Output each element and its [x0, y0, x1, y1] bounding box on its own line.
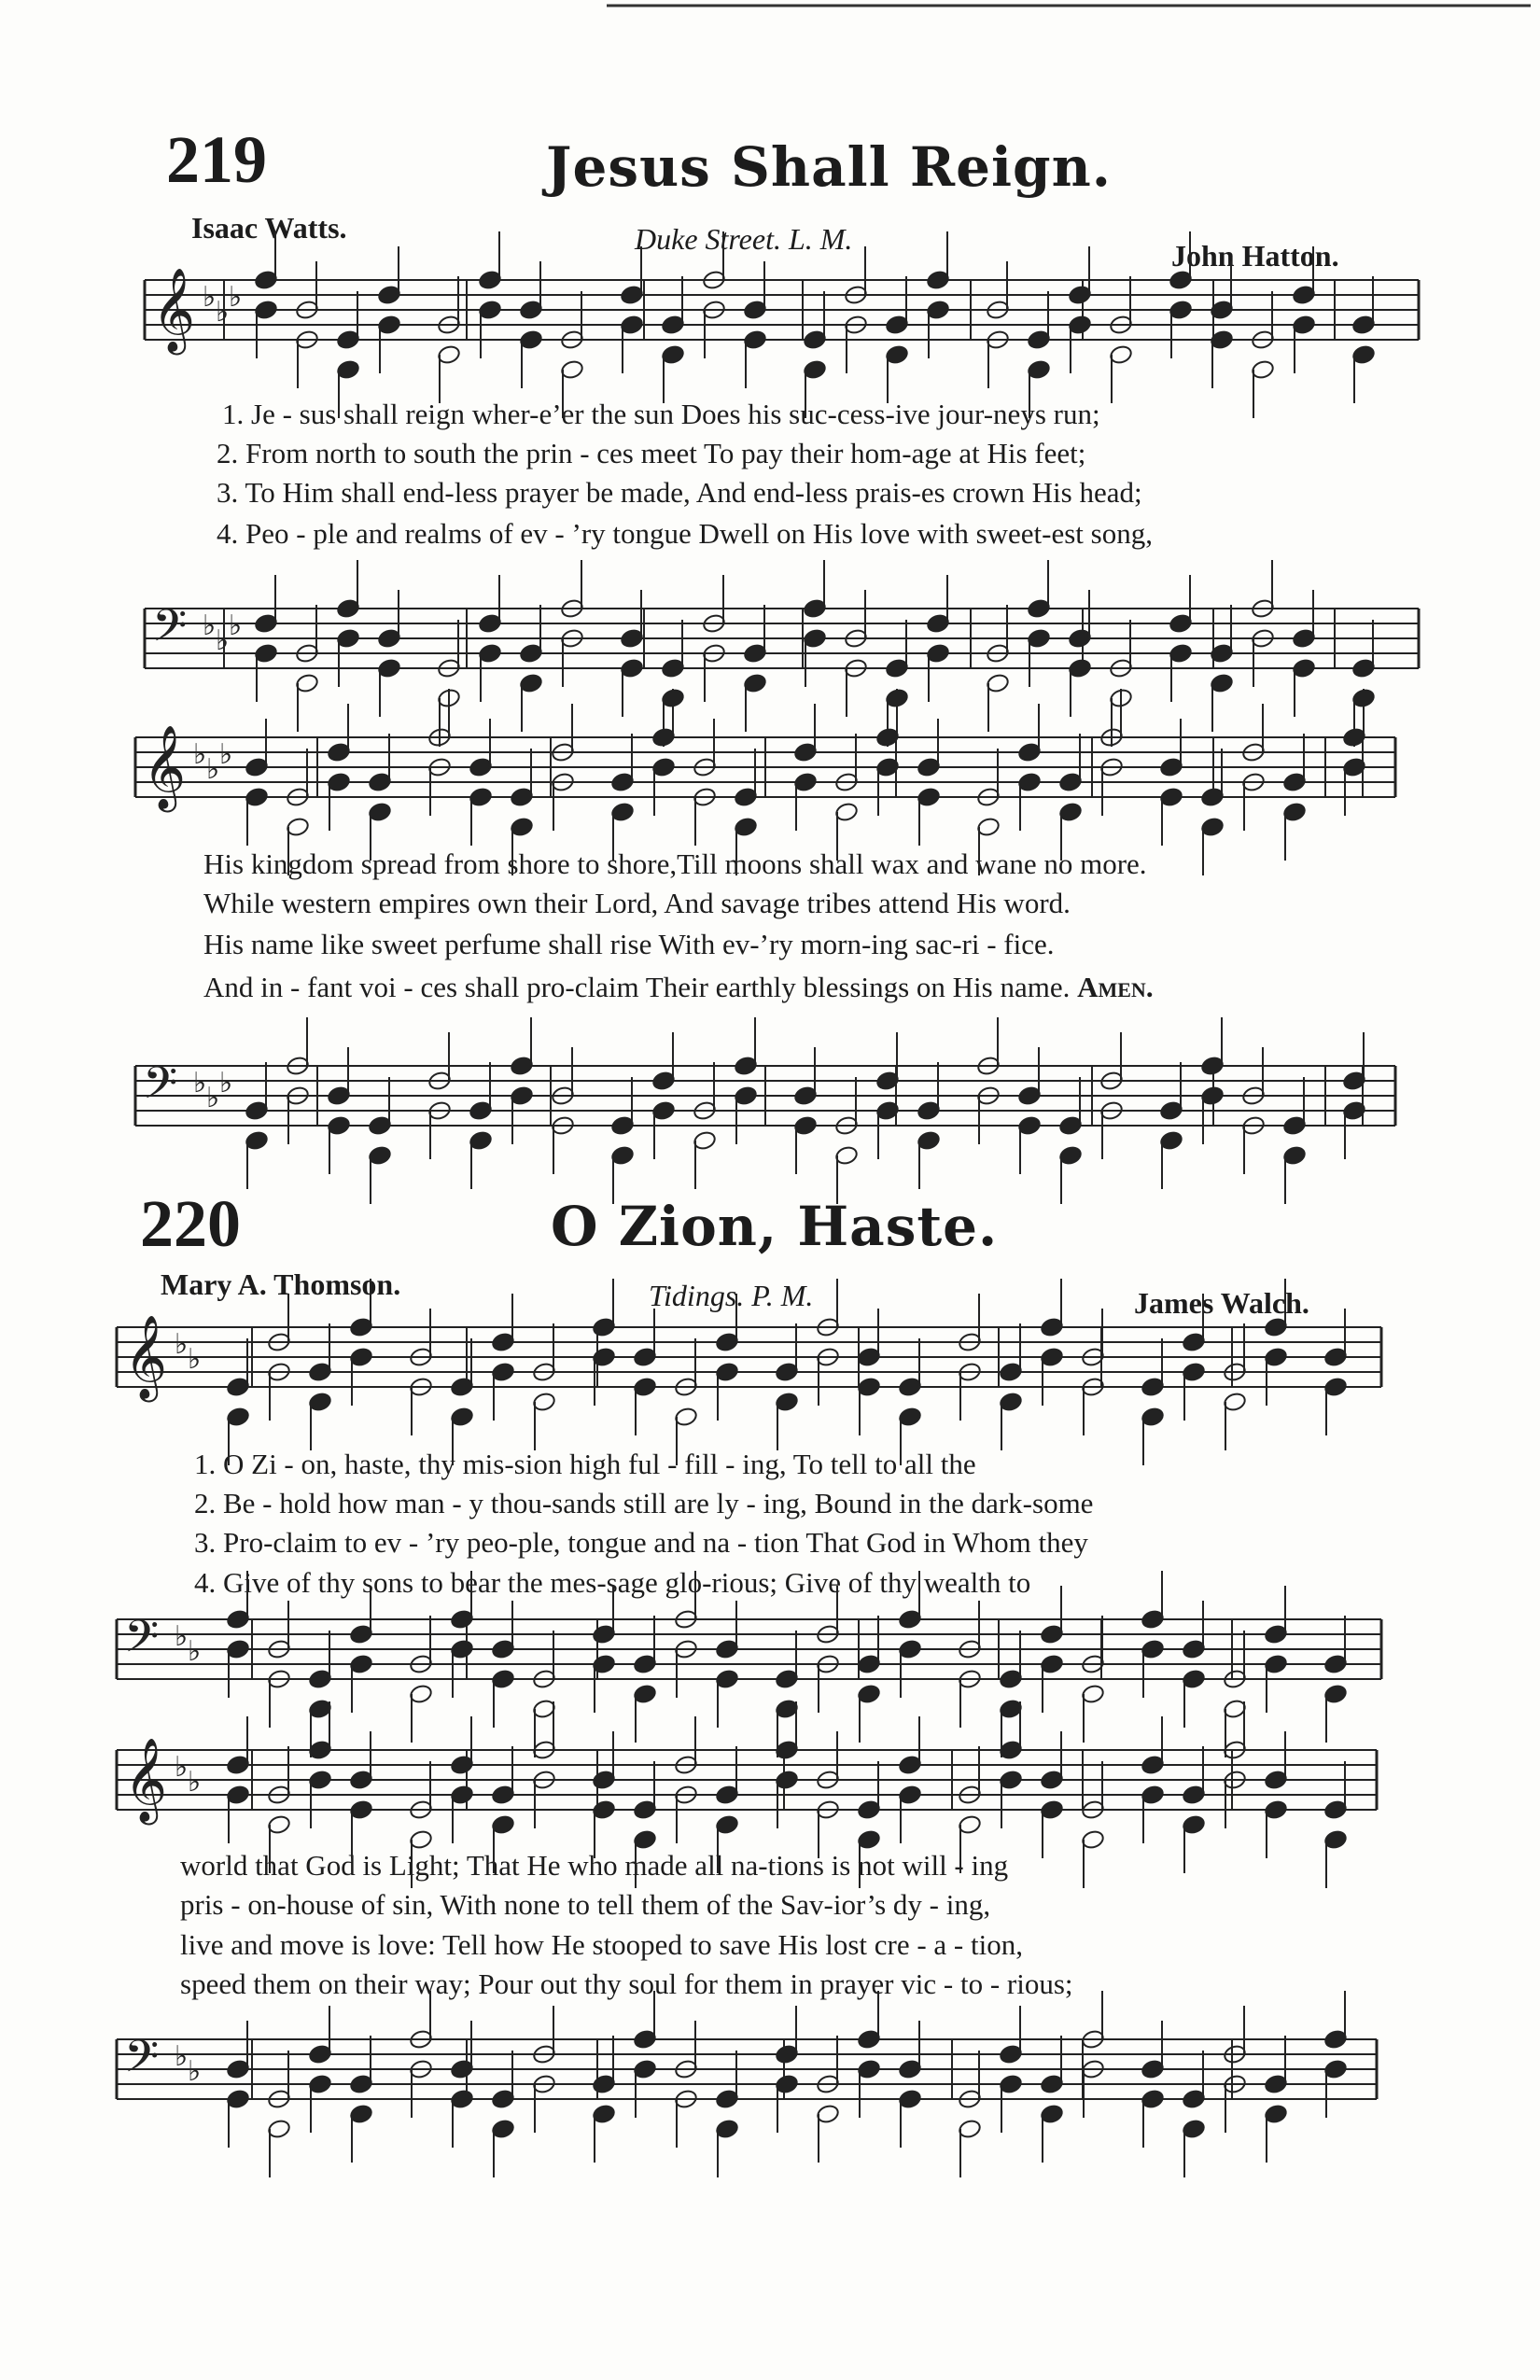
flat-sign-icon: ♭ [206, 753, 220, 786]
flat-sign-icon: ♭ [203, 609, 217, 642]
lyric-line: 4. Peo - ple and realms of ev - ’ry tongue Dwell on His love with sweet-est song, [217, 517, 1153, 550]
flat-sign-icon: ♭ [175, 1620, 189, 1653]
lyric-line: 3. Pro-claim to ev - ’ry peo-ple, tongue and na - tion That God in Whom they [194, 1526, 1088, 1559]
bass-clef-icon: 𝄢 [152, 599, 188, 663]
lyric-line: pris - on-house of sin, With none to tell them of the Sav-ior’s dy - ing, [180, 1888, 991, 1921]
flat-sign-icon: ♭ [175, 2040, 189, 2073]
lyric-text: And in - fant voi - ces shall pro-claim Their earthly blessings on His name. [203, 971, 1071, 1003]
treble-clef-icon: 𝄞 [124, 1315, 168, 1399]
flat-sign-icon: ♭ [188, 2055, 202, 2088]
lyric-line: His kingdom spread from shore to shore,Till moons shall wax and wane no more. [203, 847, 1147, 880]
lyric-line: 3. To Him shall end-less prayer be made, And end-less prais-es crown His head; [217, 476, 1142, 509]
flat-sign-icon: ♭ [193, 738, 207, 771]
treble-clef-icon: 𝄞 [124, 1738, 168, 1822]
hymn-number: 220 [140, 1186, 241, 1261]
lyric-line: 4. Give of thy sons to bear the mes-sage glo-rious; Give of thy wealth to [194, 1566, 1031, 1599]
hymn-composer: James Walch. [1134, 1286, 1309, 1320]
hymn-number: 219 [166, 122, 267, 197]
hymn-composer: John Hatton. [1171, 239, 1339, 273]
lyric-line: live and move is love: Tell how He stooped to save His lost cre - a - tion, [180, 1928, 1023, 1961]
hymn-author: Mary A. Thomson. [161, 1267, 401, 1301]
lyric-line: His name like sweet perfume shall rise With ev-’ry morn-ing sac-ri - fice. [203, 928, 1055, 960]
flat-sign-icon: ♭ [216, 296, 230, 329]
lyric-line: 2. Be - hold how man - y thou-sands still are ly - ing, Bound in the dark-some [194, 1487, 1094, 1519]
hymn-author: Isaac Watts. [191, 211, 347, 245]
flat-sign-icon: ♭ [175, 1328, 189, 1361]
lyric-line: While western empires own their Lord, And savage tribes attend His word. [203, 887, 1071, 919]
flat-sign-icon: ♭ [219, 1067, 233, 1099]
flat-sign-icon: ♭ [188, 1766, 202, 1799]
flat-sign-icon: ♭ [229, 281, 243, 314]
hymn-title: O Zion, Haste. [551, 1195, 999, 1258]
flat-sign-icon: ♭ [193, 1067, 207, 1099]
lyric-line: 2. From north to south the prin - ces meet To pay their hom-age at His feet; [217, 437, 1086, 469]
hymn-title: Jesus Shall Reign. [546, 135, 1112, 199]
lyric-line: world that God is Light; That He who made all na-tions is not will - ing [180, 1849, 1009, 1882]
flat-sign-icon: ♭ [188, 1635, 202, 1668]
lyric-line: speed them on their way; Pour out thy soul for them in prayer vic - to - rious; [180, 1967, 1073, 2000]
lyric-line: 1. O Zi - on, haste, thy mis-sion high ful - fill - ing, To tell to all the [194, 1448, 976, 1480]
flat-sign-icon: ♭ [216, 624, 230, 657]
flat-sign-icon: ♭ [188, 1343, 202, 1376]
flat-sign-icon: ♭ [206, 1082, 220, 1114]
bass-clef-icon: 𝄢 [124, 2030, 160, 2093]
flat-sign-icon: ♭ [219, 738, 233, 771]
bass-clef-icon: 𝄢 [143, 1057, 178, 1120]
tune-name: Tidings. P. M. [649, 1279, 814, 1312]
amen-label: Amen. [1077, 971, 1154, 1003]
treble-clef-icon: 𝄞 [143, 725, 187, 809]
tune-name: Duke Street. L. M. [635, 222, 853, 256]
lyric-line: 1. Je - sus shall reign wher-e’er the sun Does his suc-cess-ive jour-neys run; [222, 398, 1100, 430]
flat-sign-icon: ♭ [175, 1751, 189, 1784]
bass-clef-icon: 𝄢 [124, 1610, 160, 1673]
flat-sign-icon: ♭ [203, 281, 217, 314]
treble-clef-icon: 𝄞 [152, 268, 196, 352]
flat-sign-icon: ♭ [229, 609, 243, 642]
